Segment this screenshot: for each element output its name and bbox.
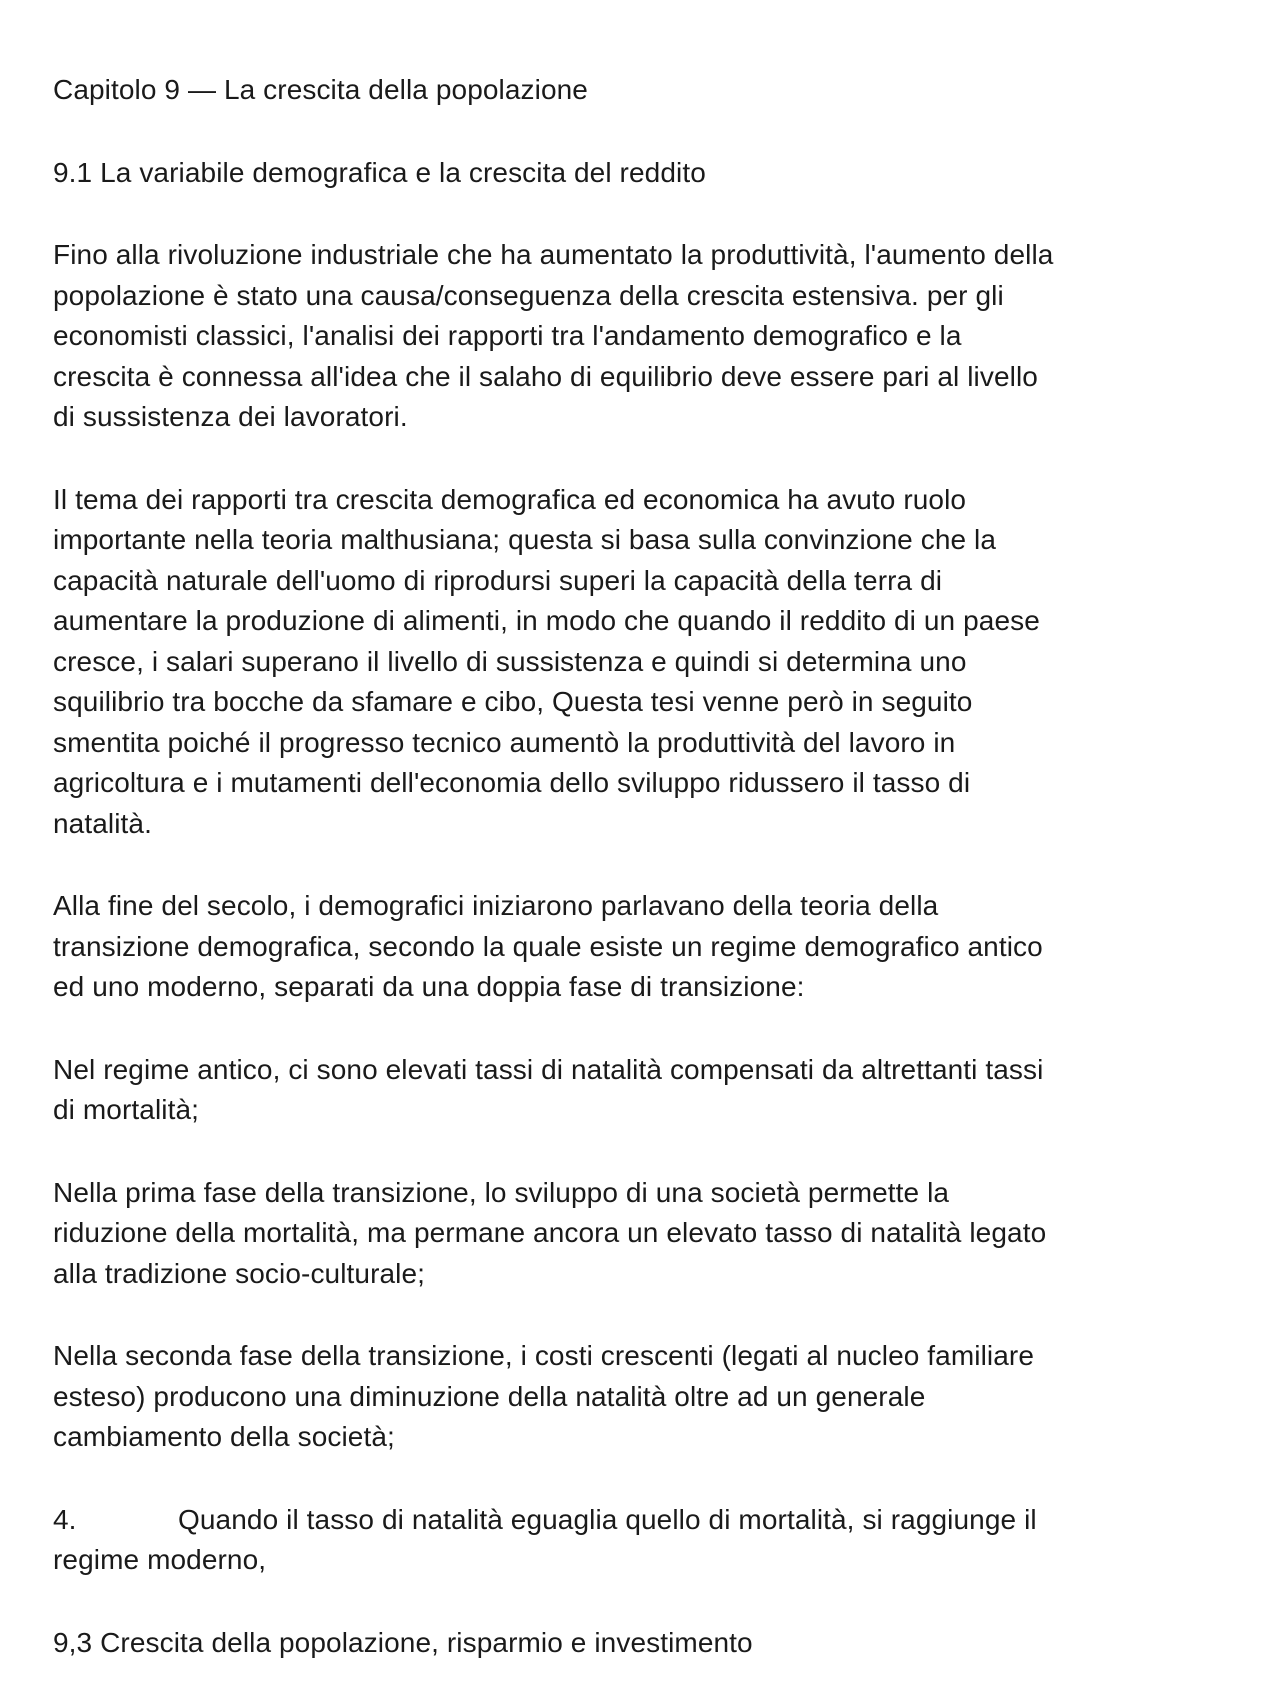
section-title-text: 9,3 Crescita della popolazione, risparmio e investimento [53,1626,753,1658]
paragraph-first-phase [53,1173,1233,1295]
paragraph-line: crescita è connessa all'idea che il salaho di equilibrio deve essere pari al livello [53,360,1038,392]
paragraph-line: esteso) producono una diminuzione della natalità oltre ad un generale [53,1380,926,1412]
list-item-number: 4. [53,1503,77,1535]
paragraph-line: cambiamento della società; [53,1421,395,1452]
paragraph-ancient-regime [53,1050,1233,1131]
paragraph-industrial-revolution [53,235,1233,438]
chapter-title [53,70,1233,111]
list-item-4-continuation: regime moderno, [53,1544,267,1575]
paragraph-line: Nella prima fase della transizione, lo sviluppo di una società permette la [53,1176,950,1208]
paragraph-line: Il tema dei rapporti tra crescita demografica ed economica ha avuto ruolo [53,483,967,515]
list-item-4-line [53,1500,1233,1541]
paragraph-line: smentita poiché il progresso tecnico aumentò la produttività del lavoro in [53,726,956,758]
section-title [53,153,1233,194]
paragraph-line: Nel regime antico, ci sono elevati tassi di natalità compensati da altrettanti tassi [53,1053,1044,1085]
paragraph-malthusian-theory [53,480,1233,845]
paragraph-line: natalità. [53,807,152,839]
chapter-title-text: Capitolo 9 — La crescita della popolazione [53,74,588,105]
paragraph-line: squilibrio tra bocche da sfamare e cibo, Questa tesi venne però in seguito [53,686,973,717]
list-item-4 [53,1500,1233,1581]
paragraph-line: Alla fine del secolo, i demografici iniziarono parlavano della teoria della [53,890,939,921]
section-title-text: 9.1 La variabile demografica e la crescita del reddito [53,156,706,188]
paragraph-second-phase [53,1336,1233,1458]
paragraph-line: cresce, i salari superano il livello di sussistenza e quindi si determina uno [53,645,967,677]
paragraph-line: capacità naturale dell'uomo di riprodursi superi la capacità della terra di [53,564,943,596]
paragraph-line: ed uno moderno, separati da una doppia fase di transizione: [53,971,805,1002]
paragraph-line: agricoltura e i mutamenti dell'economia dello sviluppo ridussero il tasso di [53,767,971,798]
paragraph-line: di mortalità; [53,1094,200,1125]
document-page [53,70,1233,1705]
paragraph-line: importante nella teoria malthusiana; questa si basa sulla convinzione che la [53,524,997,555]
paragraph-line: alla tradizione socio-culturale; [53,1257,426,1289]
paragraph-line: transizione demografica, secondo la quale esiste un regime demografico antico [53,930,1043,962]
list-item-text: Quando il tasso di natalità eguaglia quello di mortalità, si raggiunge il [178,1503,1037,1535]
paragraph-line: Fino alla rivoluzione industriale che ha aumentato la produttività, l'aumento della [53,239,1054,270]
paragraph-demographic-transition [53,886,1233,1008]
paragraph-line: Nella seconda fase della transizione, i costi crescenti (legati al nucleo familiare [53,1340,1035,1371]
paragraph-line: popolazione è stato una causa/conseguenza della crescita estensiva. per gli [53,279,1004,311]
paragraph-line: economisti classici, l'analisi dei rapporti tra l'andamento demografico e la [53,320,962,351]
paragraph-line: di sussistenza dei lavoratori. [53,401,408,432]
paragraph-line: riduzione della mortalità, ma permane ancora un elevato tasso di natalità legato [53,1217,1047,1248]
section-title [53,1623,1233,1664]
paragraph-line: aumentare la produzione di alimenti, in modo che quando il reddito di un paese [53,605,1040,636]
